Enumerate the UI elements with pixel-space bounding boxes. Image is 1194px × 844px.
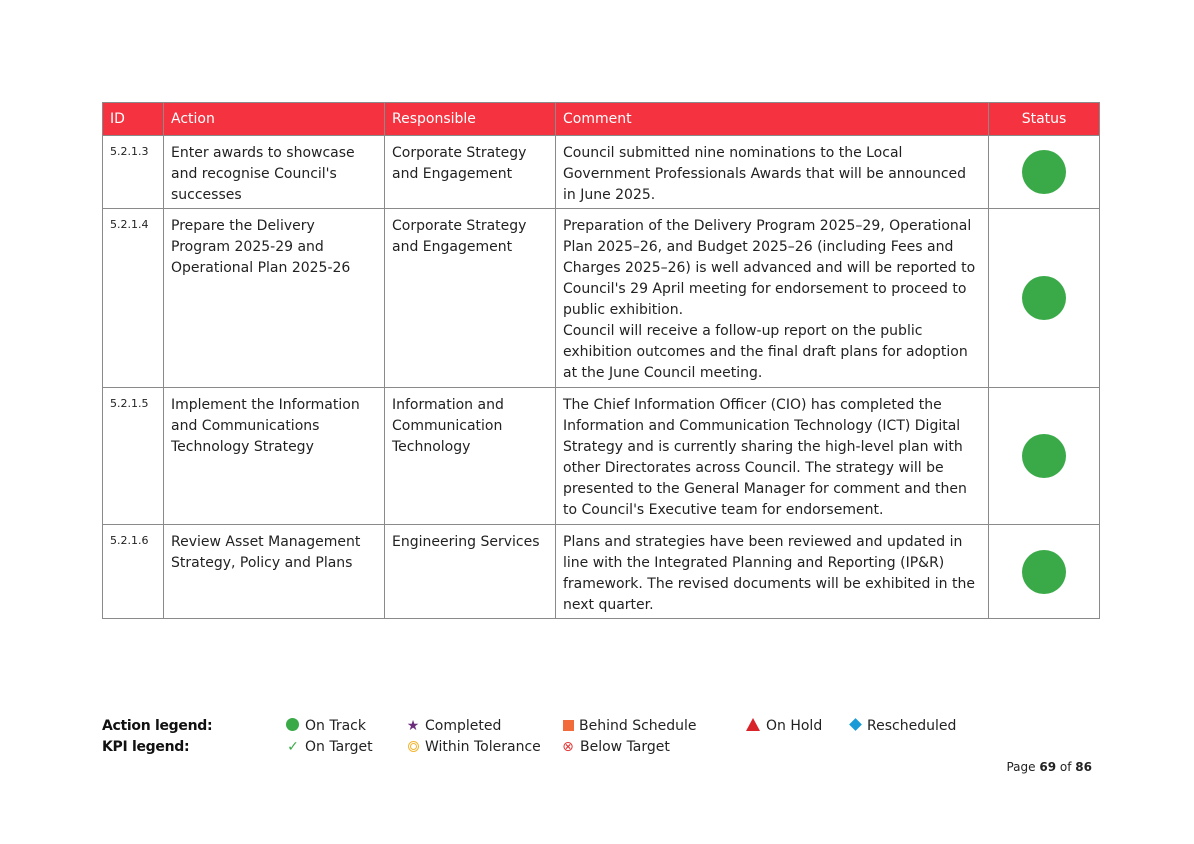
row-responsible: Engineering Services [385, 525, 556, 619]
table-row [103, 209, 1100, 388]
legend-label: On Target [305, 739, 373, 755]
row-comment: Council submitted nine nominations to the Local Government Professionals Awards that will be announced in June 2025. [556, 136, 989, 209]
legend-on-target [286, 737, 373, 758]
legend-label: On Track [305, 718, 366, 734]
legend-on-hold [746, 716, 822, 737]
row-comment: The Chief Information Officer (CIO) has completed the Information and Communication Technology (ICT) Digital Strategy and is currently sharing the high-level plan with other Directorates across Council. The strategy will be presented to the General Manager for comment and then to Council's Executive team for endorsement. [556, 388, 989, 525]
row-responsible: Corporate Strategy and Engagement [385, 136, 556, 209]
legend-label: On Hold [766, 718, 823, 734]
page-current: 69 [1039, 760, 1057, 774]
row-id: 5.2.1.6 [103, 525, 164, 619]
row-status [989, 209, 1100, 388]
star-icon: ★ [406, 718, 420, 734]
legend-below-target [561, 737, 670, 758]
legend-label: Within Tolerance [425, 739, 541, 755]
page-number [1006, 760, 1092, 774]
table-header-row [103, 103, 1100, 136]
legend-label: Below Target [580, 739, 670, 755]
row-action: Implement the Information and Communications Technology Strategy [164, 388, 385, 525]
row-status [989, 525, 1100, 619]
header-status: Status [989, 103, 1100, 136]
row-comment: Preparation of the Delivery Program 2025–29, Operational Plan 2025–26, and Budget 2025–26 (including Fees and Charges 2025–26) is well advanced and will be reported to Council's 29 April meeting for endorsement to proceed to public exhibition. Council will receive a follow-up report on the public exhibition outcomes and the final draft plans for adoption at the June Council meeting. [556, 209, 989, 388]
check-circle-icon: ✓ [287, 739, 299, 755]
header-comment: Comment [556, 103, 989, 136]
legend-behind-schedule [563, 716, 697, 737]
x-circle-icon: ⊗ [562, 739, 574, 755]
on-track-icon [286, 718, 299, 731]
row-id: 5.2.1.5 [103, 388, 164, 525]
legend-within-tolerance [408, 737, 541, 758]
row-action: Enter awards to showcase and recognise Council's successes [164, 136, 385, 209]
on-track-status-icon [1022, 150, 1066, 194]
header-responsible: Responsible [385, 103, 556, 136]
on-track-status-icon [1022, 550, 1066, 594]
diamond-icon [849, 718, 862, 731]
row-id: 5.2.1.4 [103, 209, 164, 388]
table-row [103, 136, 1100, 209]
legend-label: Completed [425, 718, 502, 734]
page-of: of [1059, 760, 1072, 774]
row-action: Prepare the Delivery Program 2025-29 and Operational Plan 2025-26 [164, 209, 385, 388]
row-id: 5.2.1.3 [103, 136, 164, 209]
row-status [989, 136, 1100, 209]
header-id: ID [103, 103, 164, 136]
row-status [989, 388, 1100, 525]
legend-label: Behind Schedule [579, 718, 697, 734]
header-action: Action [164, 103, 385, 136]
triangle-icon [746, 718, 760, 731]
ring-icon [408, 741, 419, 752]
legend-rescheduled [848, 716, 956, 737]
row-responsible: Corporate Strategy and Engagement [385, 209, 556, 388]
row-responsible: Information and Communication Technology [385, 388, 556, 525]
legend-on-track [286, 716, 366, 737]
square-icon [563, 720, 574, 731]
page-total: 86 [1075, 760, 1092, 774]
on-track-status-icon [1022, 276, 1066, 320]
table-row [103, 525, 1100, 619]
legend-completed [406, 716, 501, 737]
page-prefix: Page [1006, 760, 1036, 774]
legend [102, 716, 1002, 758]
row-comment: Plans and strategies have been reviewed and updated in line with the Integrated Planning and Reporting (IP&R) framework. The revised documents will be exhibited in the next quarter. [556, 525, 989, 619]
legend-label: Rescheduled [867, 718, 957, 734]
action-legend-title: Action legend: [102, 718, 213, 734]
kpi-legend-title: KPI legend: [102, 739, 190, 755]
action-legend-row [102, 716, 1002, 737]
kpi-legend-row [102, 737, 1002, 758]
on-track-status-icon [1022, 434, 1066, 478]
row-action: Review Asset Management Strategy, Policy and Plans [164, 525, 385, 619]
action-table [102, 102, 1100, 619]
table-row [103, 388, 1100, 525]
